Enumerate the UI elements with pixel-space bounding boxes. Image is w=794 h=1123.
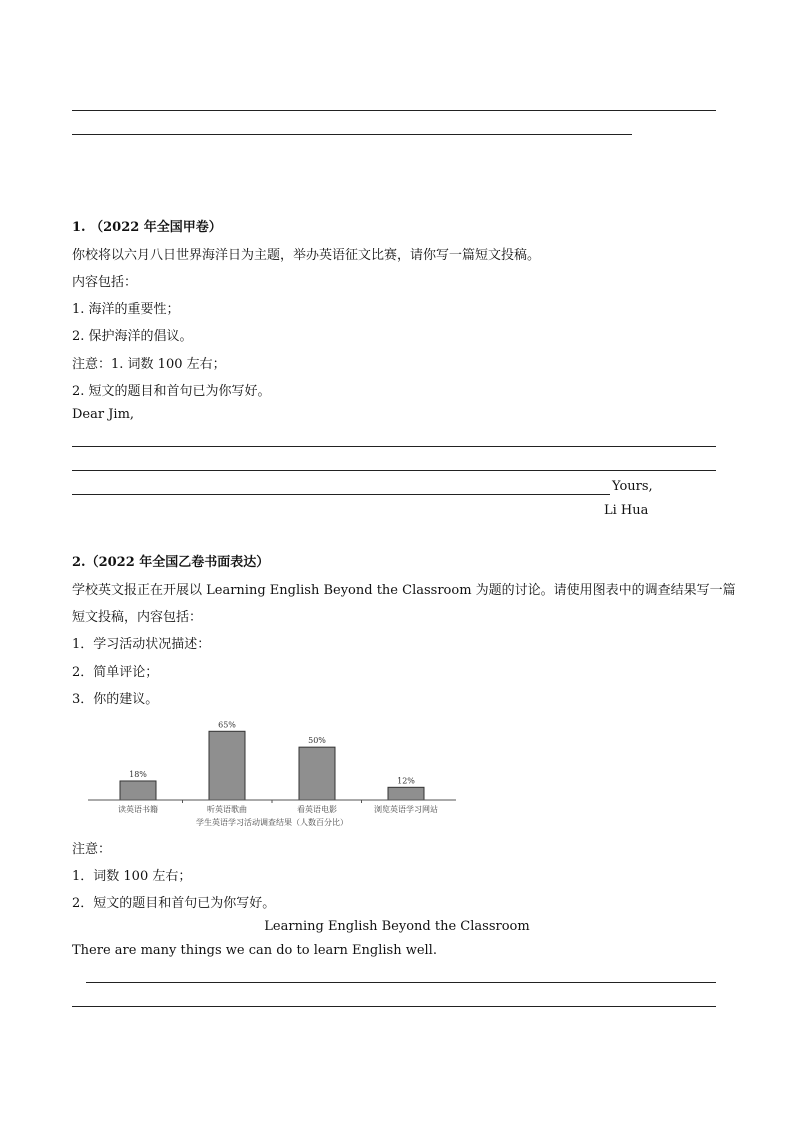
q1-signature: Li Hua (604, 503, 649, 518)
q1-title: 1. （2022 年全国甲卷） (72, 220, 222, 235)
category-label: 看英语电影 (297, 805, 337, 814)
bar-value-label: 65% (218, 720, 236, 730)
chart-categories (118, 800, 438, 814)
q1-item: 1. 海洋的重要性； (72, 302, 180, 317)
bar-value-label: 12% (397, 776, 415, 786)
q2-item: 2．简单评论； (72, 665, 159, 680)
q2-item: 3．你的建议。 (72, 692, 159, 707)
q2-prompt: 学校英文报正在开展以 Learning English Beyond the Classroom 为题的讨论。请使用图表中的调查结果写一篇 (72, 583, 736, 598)
bar (209, 731, 245, 800)
q2-note-label: 注意： (72, 842, 112, 857)
q1-note: 注意：1. 词数 100 左右； (72, 357, 226, 372)
bar-value-label: 18% (129, 769, 147, 779)
q1-content-label: 内容包括： (72, 275, 138, 290)
q2-prompt-cont: 短文投稿，内容包括： (72, 610, 203, 625)
q2-title: 2.（2022 年全国乙卷书面表达） (72, 555, 270, 570)
answer-line[interactable] (72, 1006, 716, 1007)
category-label: 听英语歌曲 (207, 805, 247, 814)
q1-item: 2. 保护海洋的倡议。 (72, 329, 193, 344)
essay-title: Learning English Beyond the Classroom (264, 919, 530, 934)
q2-note: 1．词数 100 左右； (72, 869, 192, 884)
q1-closing: Yours, (612, 479, 653, 494)
chart-bars (120, 720, 424, 800)
q1-salutation: Dear Jim, (72, 407, 135, 422)
q1-prompt: 你校将以六月八日世界海洋日为主题，举办英语征文比赛，请你写一篇短文投稿。 (72, 248, 541, 263)
survey-bar-chart (88, 712, 458, 830)
category-label: 读英语书籍 (118, 805, 158, 814)
chart-title: 学生英语学习活动调查结果（人数百分比） (196, 818, 348, 827)
first-sentence: There are many things we can do to learn English well. (72, 943, 437, 958)
answer-line[interactable] (72, 110, 716, 111)
answer-line[interactable] (72, 494, 610, 495)
answer-line[interactable] (72, 470, 716, 471)
bar (299, 747, 335, 800)
answer-line[interactable] (72, 134, 632, 135)
answer-line[interactable] (86, 982, 716, 983)
q2-item: 1．学习活动状况描述： (72, 637, 211, 652)
category-label: 浏览英语学习网站 (374, 805, 438, 814)
answer-line[interactable] (72, 446, 716, 447)
q1-note2: 2. 短文的题目和首句已为你写好。 (72, 384, 271, 399)
bar (388, 787, 424, 800)
bar-value-label: 50% (308, 736, 326, 746)
q2-note: 2．短文的题目和首句已为你写好。 (72, 896, 276, 911)
bar (120, 781, 156, 800)
